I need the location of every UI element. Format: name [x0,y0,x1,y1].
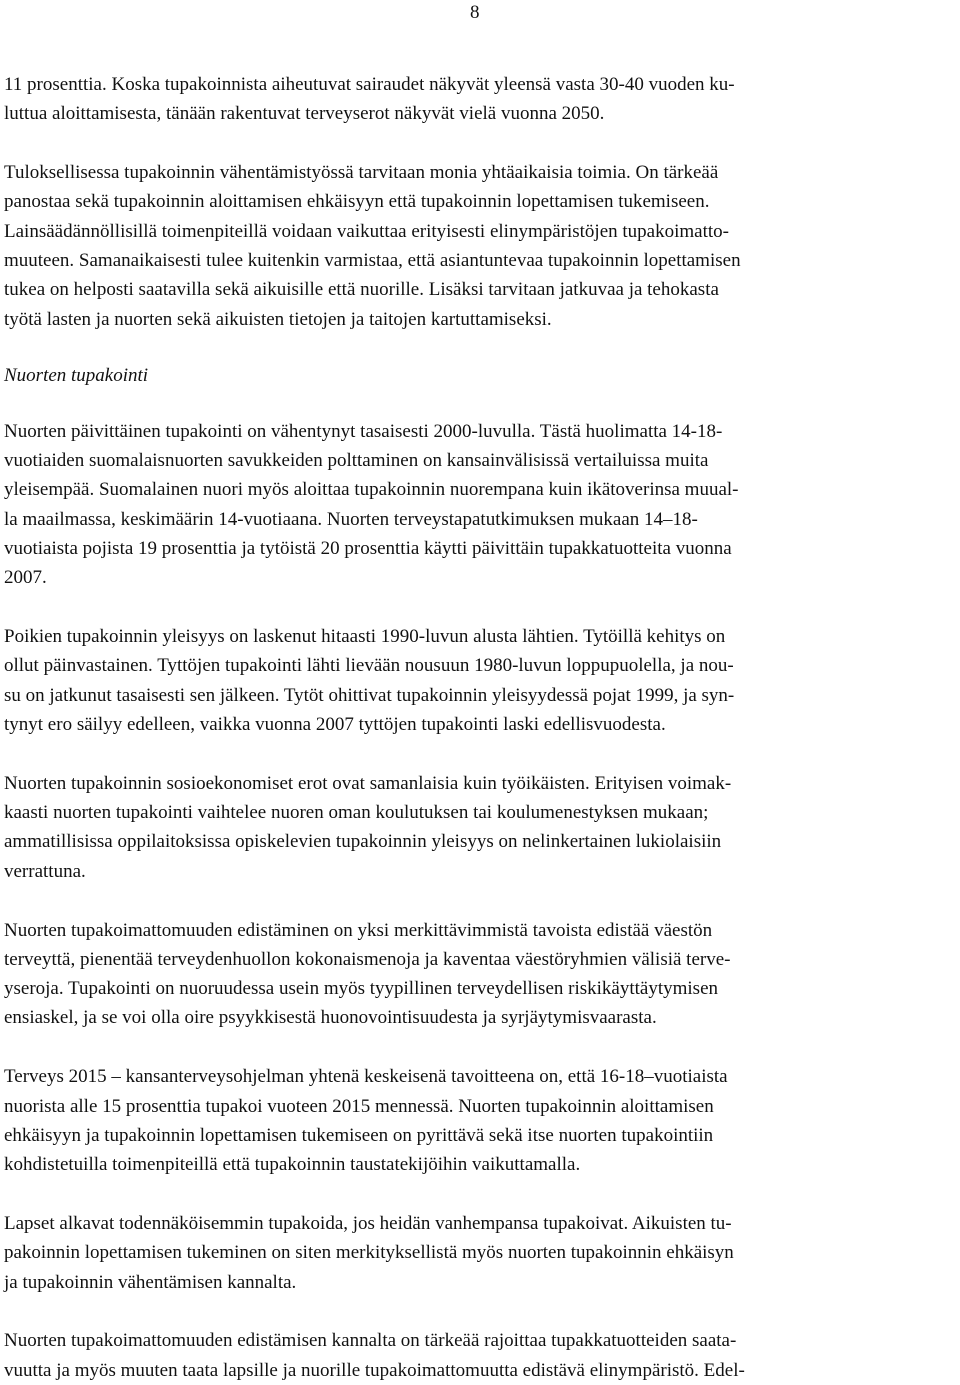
paragraph-boys-girls-trend: Poikien tupakoinnin yleisyys on laskenut hitaasti 1990-luvun alusta lähtien. Tytöillä kehitys on ollut päinvastainen. Tyttöjen tupakointi lähti lievään nousuun 1980-luvun loppupuolella, ja nou- su on jatkunut tasaisesti sen jälkeen. Tytöt ohittivat tupakoinnin yleisyydessä pojat 1999, ja syn- tynyt ero säilyy edelleen, vaikka vuonna 2007 tyttöjen tupakointi laski edellisvuodesta. [4,626,735,736]
document-body [4,70,956,1385]
paragraph-reduction-measures: Tuloksellisessa tupakoinnin vähentämistyössä tarvitaan monia yhtäaikaisia toimia. On tärkeää panostaa sekä tupakoinnin aloittamisen ehkäisyyn että tupakoinnin lopettamisen tukemiseen. Lainsäädännöllisillä toimenpiteillä voidaan vaikuttaa erityisesti elinympäristöjen tupakoimatto- muuteen. Samanaikaisesti tulee kuitenkin varmistaa, että asiantuntevaa tupakoinnin lopettamisen tukea on helposti saatavilla sekä aikuisille että nuorille. Lisäksi tarvitaan jatkuvaa ja tehokasta työtä lasten ja nuorten sekä aikuisten tietojen ja taitojen kartuttamiseksi. [4,162,741,330]
paragraph-availability: Nuorten tupakoimattomuuden edistämisen kannalta on tärkeää rajoittaa tupakkatuotteiden saata- vuutta ja myös muuten taata lapsille ja nuorille tupakoimattomuutta edistävä elinympäristö. Edel- [4,1330,745,1381]
paragraph-socioeconomic-differences: Nuorten tupakoinnin sosioekonomiset erot ovat samanlaisia kuin työikäisten. Erityisen voimak- kaasti nuorten tupakointi vaihtelee nuoren oman koulutuksen tai koulumenestyksen mukaan; ammatillisissa oppilaitoksissa opiskelevien tupakoinnin yleisyys on nelinkertainen lukiolaisiin verrattuna. [4,772,732,882]
page-number: 8 [470,2,480,23]
section-heading: Nuorten tupakointi [4,364,149,386]
paragraph-parents-smoking: Lapset alkavat todennäköisemmin tupakoida, jos heidän vanhempansa tupakoivat. Aikuisten tu- pakoinnin lopettamisen tukeminen on siten merkityksellistä myös nuorten tupakoinnin ehkäisyn ja tupakoinnin vähentämisen kannalta. [4,1212,734,1293]
paragraph-youth-daily-smoking: Nuorten päivittäinen tupakointi on vähentynyt tasaisesti 2000-luvulla. Tästä huolimatta 14-18- vuotiaiden suomalaisnuorten savukkeiden polttaminen on kansainvälisissä vertailuissa muita yleisempää. Suomalainen nuori myös aloittaa tupakoinnin nuorempana kuin ikätoverinsa muual- la maailmassa, keskimäärin 14-vuotiaana. Nuorten terveystapatutkimuksen mukaan 14–18- vuotiaista pojista 19 prosenttia ja tytöistä 20 prosenttia käytti päivittäin tupakkatuotteita vuonna 2007. [4,420,739,589]
paragraph-promoting-non-smoking: Nuorten tupakoimattomuuden edistäminen on yksi merkittävimmistä tavoista edistää väestön terveyttä, pienentää terveydenhuollon kokonaismenoja ja kaventaa väestöryhmien välisiä terve- yseroja. Tupakointi on nuoruudessa usein myös tyypillinen terveydellisen riskikäyttäytymisen ensiaskel, ja se voi olla oire psyykkisestä huonovointisuudesta ja syrjäytymisvaarasta. [4,919,731,1029]
paragraph-intro-continuation: 11 prosenttia. Koska tupakoinnista aiheutuvat sairaudet näkyvät yleensä vasta 30-40 vuoden ku- luttua aloittamisesta, tänään rakentuvat terveyserot näkyvät vielä vuonna 2050. [4,74,735,125]
paragraph-health-2015: Terveys 2015 – kansanterveysohjelman yhtenä keskeisenä tavoitteena on, että 16-18–vuotiaista nuorista alle 15 prosenttia tupakoi vuoteen 2015 mennessä. Nuorten tupakoinnin aloittamisen ehkäisyyn ja tupakoinnin lopettamisen tukemiseen on pyrittävä sekä itse nuorten tupakointiin kohdistetuilla toimenpiteillä että tupakoinnin taustatekijöihin vaikuttamalla. [4,1066,728,1176]
